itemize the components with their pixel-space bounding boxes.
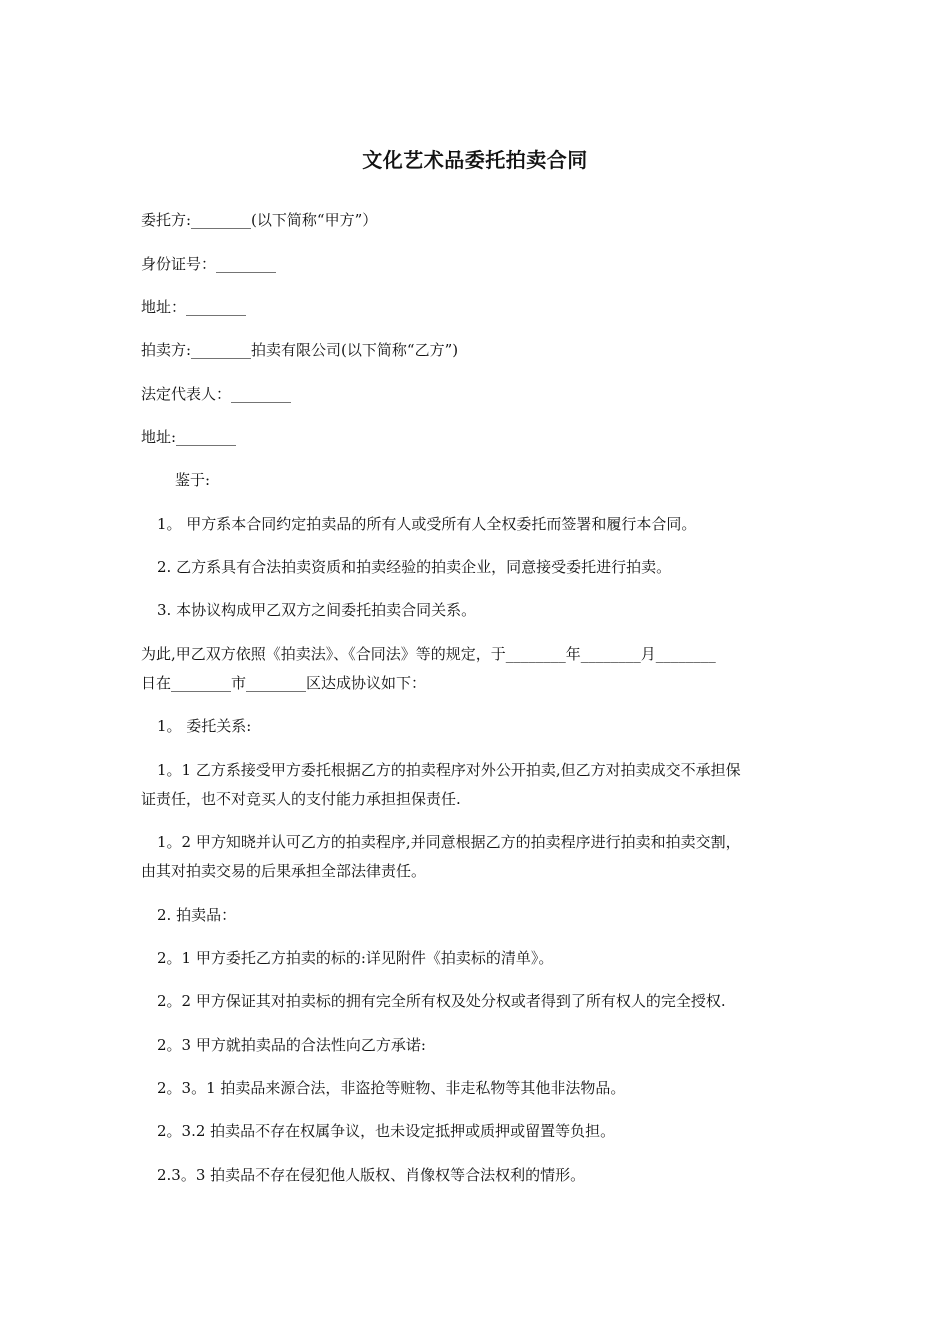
clause-1-2-line-2: 由其对拍卖交易的后果承担全部法律责任。 xyxy=(141,862,427,880)
auctioneer-party-line: 拍卖方:________拍卖有限公司(以下简称“乙方”) xyxy=(141,341,459,359)
id-number-line: 身份证号：________ xyxy=(141,255,277,273)
auctioneer-address-line: 地址:________ xyxy=(141,428,237,446)
agreement-intro-line-1: 为此,甲乙双方依照《拍卖法》、《合同法》等的规定，于________年________月________ xyxy=(141,645,716,663)
recital-2: 2. 乙方系具有合法拍卖资质和拍卖经验的拍卖企业，同意接受委托进行拍卖。 xyxy=(157,558,672,576)
principal-address-line: 地址：________ xyxy=(141,298,247,316)
clause-1-1-line-2: 证责任，也不对竞买人的支付能力承担担保责任. xyxy=(141,790,461,808)
recital-1: 1。 甲方系本合同约定拍卖品的所有人或受所有人全权委托而签署和履行本合同。 xyxy=(157,515,697,533)
clause-2-2: 2。2 甲方保证其对拍卖标的拥有完全所有权及处分权或者得到了所有权人的完全授权. xyxy=(157,992,726,1010)
clause-2-3-1: 2。3。1 拍卖品来源合法，非盗抢等赃物、非走私物等其他非法物品。 xyxy=(157,1079,626,1097)
clause-2-3-2: 2。3.2 拍卖品不存在权属争议，也未设定抵押或质押或留置等负担。 xyxy=(157,1122,616,1140)
clause-2-1: 2。1 甲方委托乙方拍卖的标的:详见附件《拍卖标的清单》。 xyxy=(157,949,554,967)
clause-1-2-line-1: 1。2 甲方知晓并认可乙方的拍卖程序,并同意根据乙方的拍卖程序进行拍卖和拍卖交割， xyxy=(157,833,741,851)
clause-2-3: 2。3 甲方就拍卖品的合法性向乙方承诺: xyxy=(157,1036,426,1054)
clause-1-1-line-1: 1。1 乙方系接受甲方委托根据乙方的拍卖程序对外公开拍卖,但乙方对拍卖成交不承担保 xyxy=(157,761,741,779)
document-title: 文化艺术品委托拍卖合同 xyxy=(362,148,588,172)
section-1-heading: 1。 委托关系: xyxy=(157,717,252,735)
recital-3: 3. 本协议构成甲乙双方之间委托拍卖合同关系。 xyxy=(157,601,477,619)
legal-representative-line: 法定代表人：________ xyxy=(141,385,292,403)
whereas-heading: 鉴于: xyxy=(175,471,211,489)
clause-2-3-3: 2.3。3 拍卖品不存在侵犯他人版权、肖像权等合法权利的情形。 xyxy=(157,1166,586,1184)
section-2-heading: 2. 拍卖品： xyxy=(157,906,237,924)
agreement-intro-line-2: 日在________市________区达成协议如下： xyxy=(141,674,427,692)
principal-party-line: 委托方:________(以下简称“甲方”） xyxy=(141,211,378,229)
